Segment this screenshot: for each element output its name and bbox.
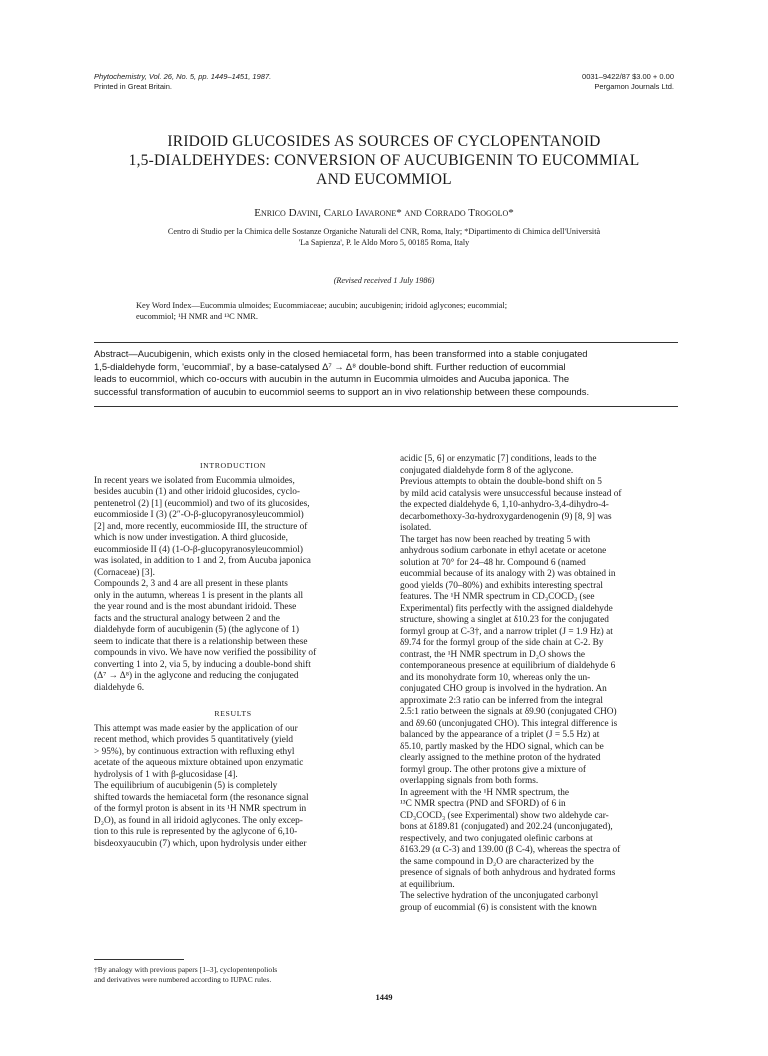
- text-line: δ163.29 (α C-3) and 139.00 (β C-4), whereas the spectra of: [400, 845, 621, 855]
- text-line: dialdehyde form of aucubigenin (5) (the aglycone of 1): [94, 625, 299, 635]
- footnote: [94, 965, 372, 985]
- text-line: solution at 70° for 24–48 hr. Compound 6 (named: [400, 557, 586, 568]
- text-line: (Cornaceae) [3].: [94, 567, 155, 578]
- text-line: [2] and, more recently, eucommioside III, the structure of: [94, 521, 308, 532]
- text-line: acidic [5, 6] or enzymatic [7] conditions, leads to the: [400, 454, 597, 464]
- title-line: 1,5-DIALDEHYDES: CONVERSION OF AUCUBIGENIN TO EUCOMMIAL: [128, 152, 640, 169]
- revised-date: (Revised received 1 July 1986): [333, 276, 435, 285]
- text-line: contemporaneous presence at equilibrium of dialdehyde 6: [400, 661, 616, 671]
- text-line: recent method, which provides 5 quantitatively (yield: [94, 735, 294, 745]
- text-line: respectively, and two conjugated olefinic carbons at: [400, 833, 593, 844]
- results-text: [94, 724, 372, 851]
- text-line: facts and the structural analogy between 2 and the: [94, 613, 280, 624]
- abstract-line: 1,5-dialdehyde form, 'eucommial', by a base-catalysed Δ⁷ → Δ⁸ double-bond shift. Further reduction of eucommial: [94, 360, 566, 372]
- text-line: The target has now been reached by treating 5 with: [400, 534, 591, 545]
- text-line: and δ9.60 (unconjugated CHO). This integral difference is: [400, 718, 618, 729]
- text-line: features. The ¹H NMR spectrum in CD₃COCD₃ (see: [400, 592, 595, 602]
- right-column: [400, 454, 678, 914]
- text-line: 2.5:1 ratio between the signals at δ9.90 (conjugated CHO): [400, 707, 617, 717]
- text-line: eucommial because of its analogy with 2) was obtained in: [400, 569, 616, 579]
- text-line: pentenetrol (2) [1] (eucommiol) and two of its glucosides,: [94, 498, 310, 509]
- text-line: acetate of the aqueous mixture obtained upon enzymatic: [94, 758, 304, 768]
- text-line: decarbomethoxy-3α-hydroxygardenogenin (9) [8, 9] was: [400, 511, 612, 522]
- page-number: 1449: [375, 992, 393, 1002]
- footnote-line: †By analogy with previous papers [1–3], cyclopentenpoliols: [94, 965, 278, 974]
- text-line: presence of signals of both anhydrous and hydrated forms: [400, 868, 616, 878]
- text-line: shifted towards the hemiacetal form (the resonance signal: [94, 792, 309, 803]
- citation-line: Printed in Great Britain.: [94, 82, 172, 91]
- text-line: dialdehyde 6.: [94, 682, 145, 693]
- text-line: by mild acid catalysis were unsuccessful because instead of: [400, 488, 622, 499]
- text-line: δ9.74 for the formyl group of the side chain at C-2. By: [400, 638, 604, 648]
- paper-title: [80, 132, 688, 189]
- keyword-line: Key Word Index—Eucommia ulmoides; Eucommiaceae; aucubin; aucubigenin; iridoid aglycones; eucommial;: [136, 301, 508, 310]
- text-line: formyl group. The other protons give a mixture of: [400, 764, 586, 775]
- text-line: > 95%), by continuous extraction with refluxing ethyl: [94, 746, 295, 757]
- affiliation-line: 'La Sapienza', P. le Aldo Moro 5, 00185 Roma, Italy: [298, 238, 470, 247]
- text-line: Experimental) fits perfectly with the assigned dialdehyde: [400, 603, 613, 614]
- abstract-line: leads to eucommiol, which co-occurs with aucubin in the autumn in Eucommia ulmoides and Aucuba japonica. The: [94, 373, 570, 384]
- text-line: eucommioside I (3) (2″-O-β-glucopyranosyleucommiol): [94, 510, 304, 520]
- text-line: approximate 2:3 ratio can be inferred from the integral: [400, 695, 603, 706]
- affiliation: [80, 226, 688, 248]
- abstract-line: successful transformation of aucubin to eucommiol seems to support an in vivo relationship between these compounds.: [94, 385, 590, 397]
- text-line: good yields (70–80%) and exhibits interesting spectral: [400, 580, 603, 591]
- abstract: [94, 348, 678, 398]
- text-line: the same compound in D₂O are characterized by the: [400, 856, 594, 867]
- section-heading-introduction: INTRODUCTION: [199, 461, 267, 470]
- footnote-rule: [94, 959, 184, 960]
- keyword-index: [136, 300, 636, 322]
- text-line: bons at δ189.81 (conjugated) and 202.24 (unconjugated),: [400, 822, 613, 832]
- text-line: anhydrous sodium carbonate in ethyl acetate or acetone: [400, 546, 607, 556]
- text-line: This attempt was made easier by the application of our: [94, 723, 298, 734]
- title-line: IRIDOID GLUCOSIDES AS SOURCES OF CYCLOPENTANOID: [167, 133, 601, 150]
- section-heading-results: RESULTS: [214, 709, 252, 718]
- text-line: Compounds 2, 3 and 4 are all present in these plants: [94, 579, 288, 589]
- abstract-bottom-rule: [94, 406, 678, 407]
- text-line: hydrolysis of 1 with β-glucosidase [4].: [94, 769, 238, 780]
- text-line: structure, showing a singlet at δ10.23 for the conjugated: [400, 615, 609, 625]
- text-line: clearly assigned to the methine proton of the hydrated: [400, 753, 601, 763]
- text-line: The selective hydration of the unconjugated carbonyl: [400, 891, 599, 901]
- citation-line: Phytochemistry, Vol. 26, No. 5, pp. 1449–1451, 1987.: [94, 72, 272, 81]
- footnote-line: and derivatives were numbered according to IUPAC rules.: [94, 975, 272, 984]
- text-line: converting 1 into 2, via 5, by inducing a double-bond shift: [94, 659, 311, 670]
- journal-citation: [94, 72, 271, 92]
- text-line: seem to indicate that there is a relationship between these: [94, 636, 308, 647]
- authors: Enrico Davini, Carlo Iavarone* and Corrado Trogolo*: [254, 207, 514, 219]
- text-line: at equilibrium.: [400, 879, 455, 890]
- text-line: eucommioside II (4) (1-O-β-glucopyranosyleucommiol): [94, 544, 303, 555]
- text-line: group of eucommial (6) is consistent with the known: [400, 902, 597, 913]
- text-line: In agreement with the ¹H NMR spectrum, the: [400, 787, 570, 798]
- text-line: and its monohydrate form 10, whereas only the un-: [400, 672, 591, 683]
- text-line: ¹³C NMR spectra (PND and SFORD) of 6 in: [400, 799, 566, 809]
- publisher-info: [582, 72, 674, 92]
- text-line: isolated.: [400, 523, 432, 533]
- text-line: the expected dialdehyde 6, 1,10-anhydro-3,4-dihydro-4-: [400, 500, 609, 510]
- text-line: balanced by the appearance of a triplet (J = 5.5 Hz) at: [400, 730, 600, 740]
- text-line: formyl group at C-3†, and a narrow triplet (J = 1.9 Hz) at: [400, 626, 613, 637]
- left-column: [94, 454, 372, 850]
- text-line: of the formyl proton is absent in its ¹H NMR spectrum in: [94, 804, 307, 814]
- right-column-text: [400, 454, 678, 914]
- text-line: δ5.10, partly masked by the HDO signal, which can be: [400, 741, 604, 752]
- introduction-text: [94, 476, 372, 695]
- publisher-line: 0031–9422/87 $3.00 + 0.00: [582, 72, 674, 81]
- text-line: only in the autumn, whereas 1 is present in the plants all: [94, 590, 304, 601]
- text-line: besides aucubin (1) and other iridoid glucosides, cyclo-: [94, 487, 301, 497]
- text-line: conjugated dialdehyde form 8 of the aglycone.: [400, 465, 574, 476]
- text-line: The equilibrium of aucubigenin (5) is completely: [94, 781, 278, 791]
- text-line: (Δ⁷ → Δ⁸) in the aglycone and reducing the conjugated: [94, 671, 299, 681]
- title-line: AND EUCOMMIOL: [316, 171, 452, 188]
- text-line: contrast, the ¹H NMR spectrum in D₂O shows the: [400, 649, 585, 660]
- text-line: Previous attempts to obtain the double-bond shift on 5: [400, 477, 602, 487]
- text-line: overlapping signals from both forms.: [400, 776, 539, 786]
- text-line: D₂O), as found in all iridoid aglycones. The only excep-: [94, 815, 303, 826]
- text-line: In recent years we isolated from Eucommia ulmoides,: [94, 475, 295, 486]
- affiliation-line: Centro di Studio per la Chimica delle Sostanze Organiche Naturali del CNR, Roma, Italy; *Dipartimento di Chimica dell'Università: [167, 227, 601, 236]
- publisher-line: Pergamon Journals Ltd.: [594, 82, 674, 91]
- text-line: the year round and is the most abundant iridoid. These: [94, 602, 297, 612]
- text-line: which is now under investigation. A third glucoside,: [94, 533, 288, 543]
- abstract-line: Abstract—Aucubigenin, which exists only in the closed hemiacetal form, has been transformed into a stable conjugated: [94, 348, 588, 359]
- abstract-top-rule: [94, 342, 678, 343]
- keyword-line: eucommiol; ¹H NMR and ¹³C NMR.: [136, 312, 258, 321]
- text-line: was isolated, in addition to 1 and 2, from Aucuba japonica: [94, 556, 311, 566]
- text-line: compounds in vivo. We have now verified the possibility of: [94, 648, 317, 658]
- text-line: tion to this rule is represented by the aglycone of 6,10-: [94, 827, 298, 837]
- text-line: bisdeoxyaucubin (7) which, upon hydrolysis under either: [94, 838, 307, 849]
- text-line: conjugated CHO group is involved in the hydration. An: [400, 684, 607, 694]
- text-line: CD₃COCD₃ (see Experimental) show two aldehyde car-: [400, 810, 609, 821]
